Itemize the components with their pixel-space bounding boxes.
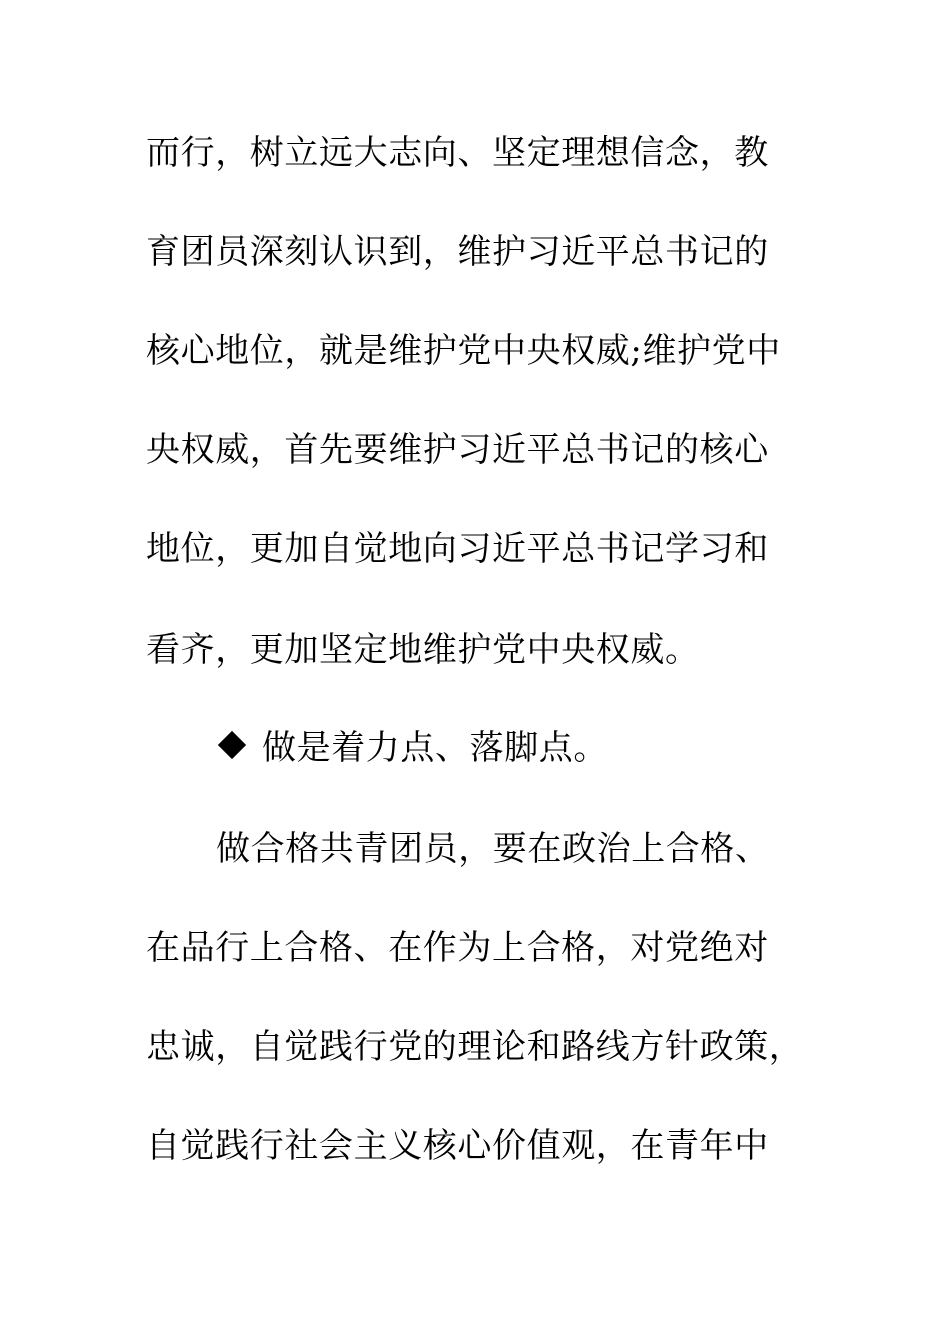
- bullet-item: [216, 728, 608, 768]
- paragraph2-line-4: 自觉践行社会主义核心价值观，在青年中: [146, 1126, 769, 1166]
- paragraph-line-6: 看齐，更加坚定地维护党中央权威。: [146, 630, 700, 670]
- paragraph-line-1: 而行，树立远大志向、坚定理想信念，教: [146, 133, 769, 173]
- paragraph-line-4: 央权威，首先要维护习近平总书记的核心: [146, 430, 769, 470]
- diamond-bullet-icon: [218, 731, 246, 759]
- paragraph2-line-2: 在品行上合格、在作为上合格，对党绝对: [146, 928, 769, 968]
- paragraph-line-2: 育团员深刻认识到，维护习近平总书记的: [146, 232, 769, 272]
- paragraph2-line-1: 做合格共青团员，要在政治上合格、: [216, 829, 770, 869]
- paragraph-line-5: 地位，更加自觉地向习近平总书记学习和: [146, 529, 769, 569]
- paragraph2-line-3: 忠诚，自觉践行党的理论和路线方针政策，: [146, 1027, 804, 1067]
- bullet-item-text: 做是着力点、落脚点。: [262, 728, 608, 768]
- paragraph-line-3: 核心地位，就是维护党中央权威;维护党中: [146, 331, 781, 371]
